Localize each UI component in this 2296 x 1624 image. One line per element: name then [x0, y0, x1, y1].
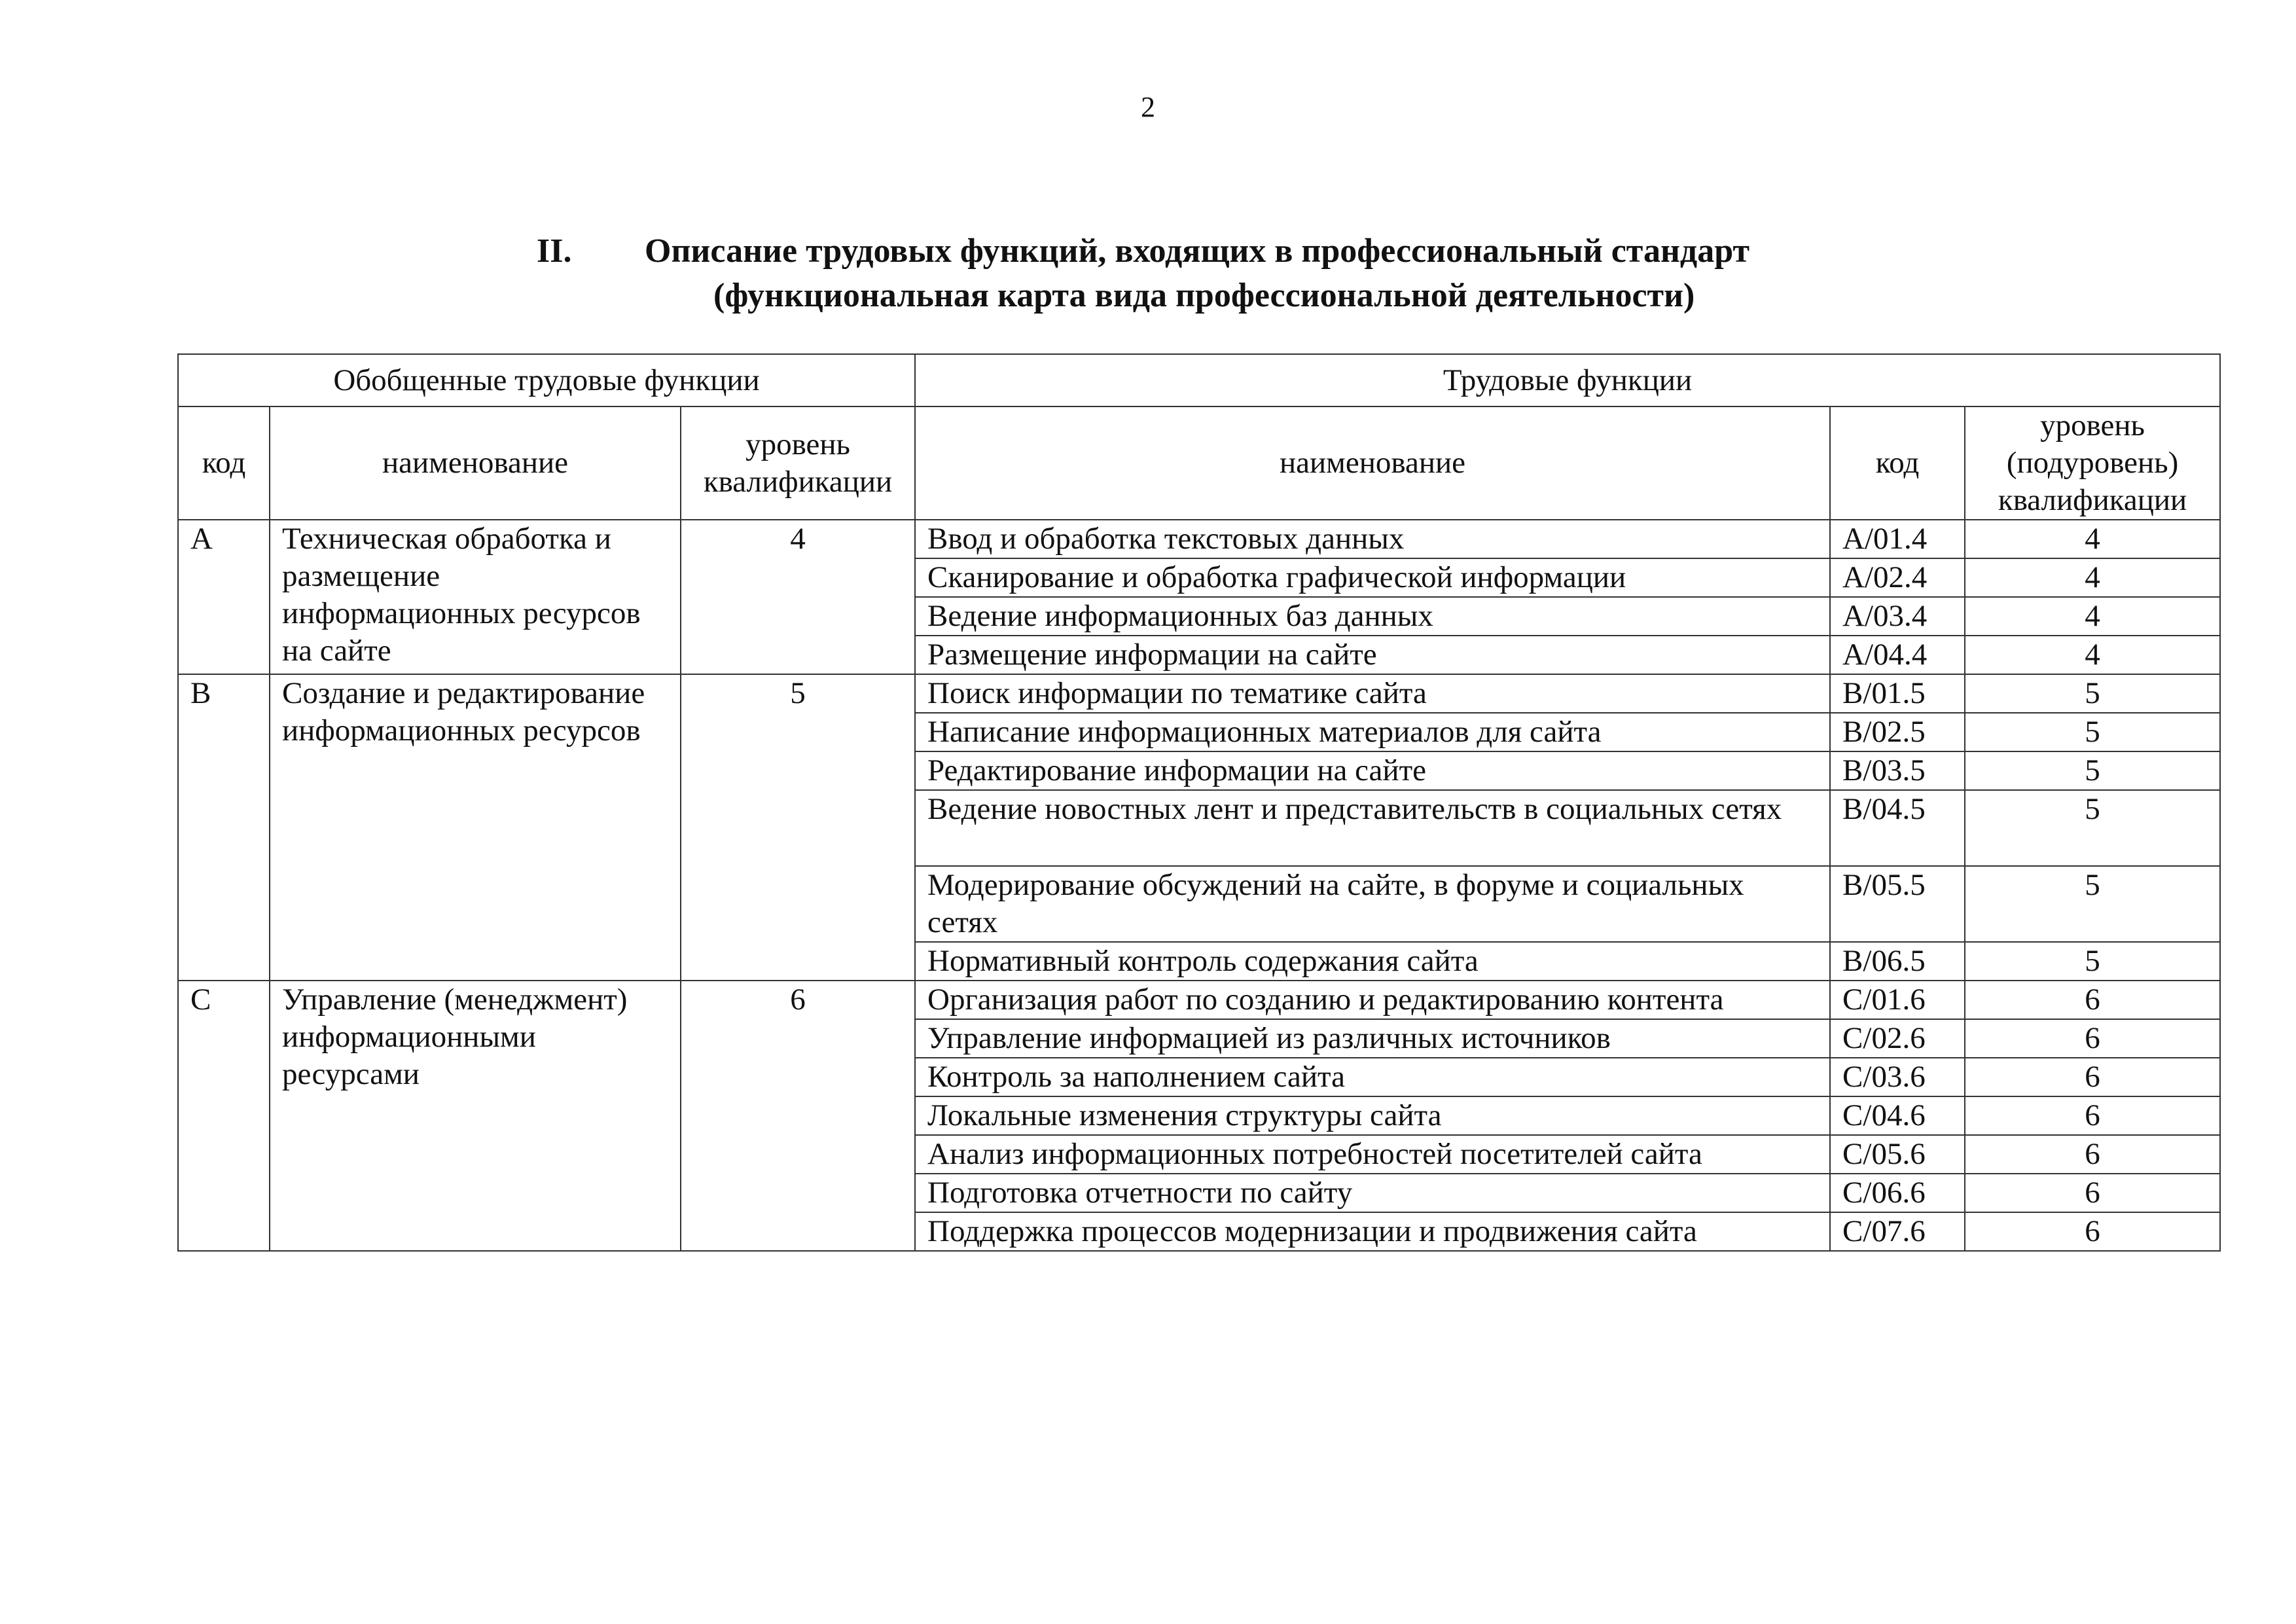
function-level: 6 [1965, 1096, 2220, 1135]
function-name: Анализ информационных потребностей посетителей сайта [915, 1135, 1830, 1174]
function-code: A/04.4 [1830, 636, 1965, 674]
function-code: C/06.6 [1830, 1174, 1965, 1212]
labor-functions-header: Трудовые функции [915, 354, 2220, 406]
col-header-code: код [178, 406, 270, 520]
function-level: 6 [1965, 981, 2220, 1019]
function-level: 6 [1965, 1058, 2220, 1096]
function-name: Ведение информационных баз данных [915, 597, 1830, 636]
function-name: Организация работ по созданию и редактированию контента [915, 981, 1830, 1019]
function-name: Поиск информации по тематике сайта [915, 674, 1830, 713]
section-title-line-2: (функциональная карта вида профессиональной деятельности) [713, 277, 1695, 314]
function-level: 6 [1965, 1019, 2220, 1058]
group-name: Техническая обработка и размещение информационных ресурсов на сайте [270, 520, 681, 674]
function-code: A/03.4 [1830, 597, 1965, 636]
functional-map-table [177, 353, 2221, 1252]
function-code: C/02.6 [1830, 1019, 1965, 1058]
table-row [178, 981, 2220, 1019]
function-code: B/03.5 [1830, 751, 1965, 790]
function-code: A/02.4 [1830, 558, 1965, 597]
column-header-row [178, 406, 2220, 520]
function-name: Локальные изменения структуры сайта [915, 1096, 1830, 1135]
function-level: 4 [1965, 558, 2220, 597]
function-level: 4 [1965, 636, 2220, 674]
function-code: C/03.6 [1830, 1058, 1965, 1096]
function-name: Сканирование и обработка графической информации [915, 558, 1830, 597]
function-code: B/01.5 [1830, 674, 1965, 713]
function-name: Ввод и обработка текстовых данных [915, 520, 1830, 558]
generalized-functions-header: Обобщенные трудовые функции [178, 354, 915, 406]
function-level: 5 [1965, 751, 2220, 790]
function-name: Размещение информации на сайте [915, 636, 1830, 674]
function-level: 5 [1965, 713, 2220, 751]
col-header-name: наименование [270, 406, 681, 520]
function-name: Нормативный контроль содержания сайта [915, 942, 1830, 981]
function-code: A/01.4 [1830, 520, 1965, 558]
function-code: C/04.6 [1830, 1096, 1965, 1135]
group-name: Управление (менеджмент) информационными ресурсами [270, 981, 681, 1251]
group-name: Создание и редактирование информационных ресурсов [270, 674, 681, 981]
function-level: 5 [1965, 790, 2220, 866]
function-name: Подготовка отчетности по сайту [915, 1174, 1830, 1212]
group-header-row [178, 354, 2220, 406]
function-code: C/01.6 [1830, 981, 1965, 1019]
function-level: 5 [1965, 674, 2220, 713]
group-code: A [178, 520, 270, 674]
function-code: C/07.6 [1830, 1212, 1965, 1251]
function-level: 6 [1965, 1212, 2220, 1251]
col-header-level: уровень квалификации [681, 406, 915, 520]
function-level: 5 [1965, 866, 2220, 942]
function-level: 6 [1965, 1135, 2220, 1174]
function-name: Редактирование информации на сайте [915, 751, 1830, 790]
function-name: Модерирование обсуждений на сайте, в форуме и социальных сетях [915, 866, 1830, 942]
group-code: B [178, 674, 270, 981]
function-name: Поддержка процессов модернизации и продвижения сайта [915, 1212, 1830, 1251]
col-header-func-name: наименование [915, 406, 1830, 520]
function-code: B/02.5 [1830, 713, 1965, 751]
section-title-line-1: Описание трудовых функций, входящих в профессиональный стандарт [645, 232, 1749, 270]
function-name: Контроль за наполнением сайта [915, 1058, 1830, 1096]
function-level: 5 [1965, 942, 2220, 981]
table-row [178, 520, 2220, 558]
group-code: C [178, 981, 270, 1251]
page-number: 2 [1141, 91, 1155, 123]
group-level: 4 [681, 520, 915, 674]
function-code: B/05.5 [1830, 866, 1965, 942]
function-name: Управление информацией из различных источников [915, 1019, 1830, 1058]
function-code: B/06.5 [1830, 942, 1965, 981]
col-header-func-level: уровень (подуровень) квалификации [1965, 406, 2220, 520]
group-level: 5 [681, 674, 915, 981]
function-level: 6 [1965, 1174, 2220, 1212]
group-level: 6 [681, 981, 915, 1251]
function-level: 4 [1965, 597, 2220, 636]
section-numeral: II. [537, 232, 572, 270]
function-level: 4 [1965, 520, 2220, 558]
function-name: Ведение новостных лент и представительств в социальных сетях [915, 790, 1830, 866]
function-code: B/04.5 [1830, 790, 1965, 866]
col-header-func-code: код [1830, 406, 1965, 520]
table-row [178, 674, 2220, 713]
function-name: Написание информационных материалов для сайта [915, 713, 1830, 751]
function-code: C/05.6 [1830, 1135, 1965, 1174]
